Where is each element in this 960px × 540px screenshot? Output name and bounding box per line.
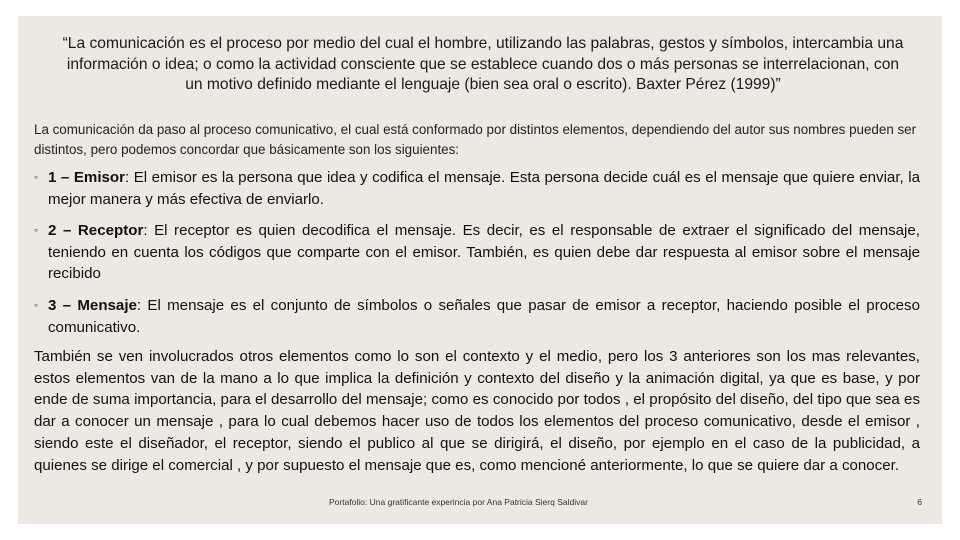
bullet-marker-icon: ◦	[34, 223, 39, 237]
body-paragraph: También se ven involucrados otros elementos como lo son el contexto y el medio, pero los 3 anteriores son los mas relevantes, estos elementos van de la mano a lo que implica la definición y contexto del diseño y la animación digital, ya que es base, y por ende de suma importancia, para el desarrollo del mensaje; como es conocido por todos , el propósito del diseño, del tipo que sea es dar a conocer un mensaje , para lo cual debemos hacer uso de todos los elementos del proceso comunicativo, desde el emisor , siendo este el diseñador, el receptor, siendo el publico al que se dirigirá, el diseño, por ejemplo en el caso de la publicidad, a quienes se dirige el comercial , y por supuesto el mensaje que es, como mencioné anteriormente, lo que se quiere dar a conocer.	[34, 348, 920, 474]
intro-paragraph: La comunicación da paso al proceso comunicativo, el cual está conformado por distintos elementos, dependiendo del autor sus nombres pueden ser distintos, pero podemos concordar que básicamente son los siguientes:	[34, 122, 917, 157]
term-mensaje: 3 – Mensaje	[48, 297, 137, 314]
definition-mensaje: : El mensaje es el conjunto de símbolos o señales que pasar de emisor a receptor, haciendo posible el proceso comunicativo.	[48, 297, 920, 336]
bullet-marker-icon: ◦	[34, 170, 39, 184]
list-item-emisor	[34, 167, 920, 210]
definition-emisor: : El emisor es la persona que idea y codifica el mensaje. Esta persona decide cuál es el mensaje que quiere enviar, la mejor manera y más efectiva de enviarlo.	[48, 169, 920, 208]
term-emisor: 1 – Emisor	[48, 169, 125, 186]
footer-text: Portafolio: Una gratificante experincia por Ana Patricia Sierq Saldivar	[329, 497, 588, 507]
list-item-mensaje	[34, 295, 920, 338]
quote-text: “La comunicación es el proceso por medio del cual el hombre, utilizando las palabras, gestos y símbolos, intercambia una información o idea; o como la actividad consciente que se establece cuando dos o más personas se interrelacionan, con un motivo definido mediante el lenguaje (bien sea oral o escrito). Baxter Pérez (1999)”	[62, 35, 904, 93]
list-item-receptor	[34, 220, 920, 285]
slide	[18, 16, 942, 524]
page-number: 6	[917, 497, 922, 507]
bullet-marker-icon: ◦	[34, 298, 39, 312]
definition-receptor: : El receptor es quien decodifica el mensaje. Es decir, es el responsable de extraer el significado del mensaje, teniendo en cuenta los códigos que comparte con el emisor. También, es quien debe dar respuesta al emisor sobre el mensaje recibido	[48, 222, 920, 282]
term-receptor: 2 – Receptor	[48, 222, 144, 239]
